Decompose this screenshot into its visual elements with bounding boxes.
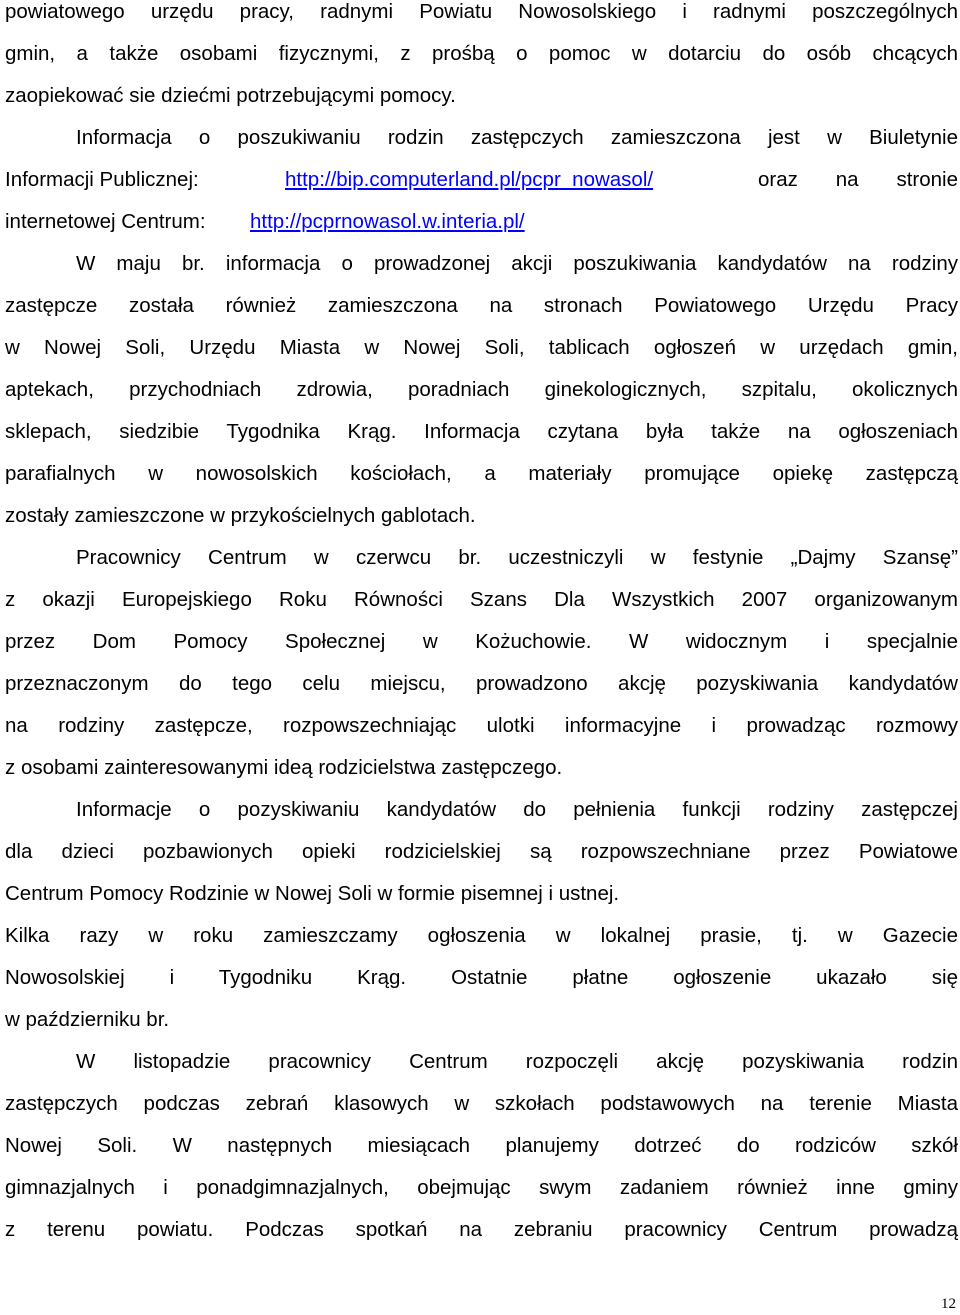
text-line: w październiku br. — [5, 1008, 170, 1031]
text-line: aptekach, przychodniach zdrowia, poradniach ginekologicznych, szpitalu, okolicznych — [5, 378, 958, 401]
text-line: oraz na stronie — [758, 168, 958, 191]
text-line: Pracownicy Centrum w czerwcu br. uczestniczyli w festynie „Dajmy Szansę” — [76, 546, 958, 569]
text-line: sklepach, siedzibie Tygodnika Krąg. Informacja czytana była także na ogłoszeniach — [5, 420, 958, 443]
text-line: gmin, a także osobami fizycznymi, z prośbą o pomoc w dotarciu do osób chcących — [5, 42, 958, 65]
text-line: zaopiekować sie dziećmi potrzebującymi pomocy. — [5, 84, 456, 107]
text-line: powiatowego urzędu pracy, radnymi Powiatu Nowosolskiego i radnymi poszczególnych — [5, 0, 958, 23]
text-line: W listopadzie pracownicy Centrum rozpoczęli akcję pozyskiwania rodzin — [76, 1050, 958, 1073]
text-line: w Nowej Soli, Urzędu Miasta w Nowej Soli, tablicach ogłoszeń w urzędach gmin, — [5, 336, 958, 359]
text-line: Kilka razy w roku zamieszczamy ogłoszenia w lokalnej prasie, tj. w Gazecie — [5, 924, 958, 947]
text-line: Informacji Publicznej: — [5, 168, 199, 191]
text-line: zostały zamieszczone w przykościelnych gablotach. — [5, 504, 476, 527]
text-line: Nowej Soli. W następnych miesiącach planujemy dotrzeć do rodziców szkół — [5, 1134, 958, 1157]
text-line: Informacja o poszukiwaniu rodzin zastępczych zamieszczona jest w Biuletynie — [76, 126, 958, 149]
text-line: z terenu powiatu. Podczas spotkań na zebraniu pracownicy Centrum prowadzą — [5, 1218, 958, 1241]
text-line: zastępcze została również zamieszczona na stronach Powiatowego Urzędu Pracy — [5, 294, 958, 317]
text-line: Centrum Pomocy Rodzinie w Nowej Soli w formie pisemnej i ustnej. — [5, 882, 620, 905]
page-number: 12 — [941, 1296, 956, 1312]
bip-link[interactable]: http://bip.computerland.pl/pcpr_nowasol/ — [285, 168, 654, 191]
text-line: Informacje o pozyskiwaniu kandydatów do pełnienia funkcji rodziny zastępczej — [76, 798, 958, 821]
centrum-website-link[interactable]: http://pcprnowasol.w.interia.pl/ — [250, 210, 525, 233]
text-line: dla dzieci pozbawionych opieki rodzicielskiej są rozpowszechniane przez Powiatowe — [5, 840, 958, 863]
text-line: W maju br. informacja o prowadzonej akcji poszukiwania kandydatów na rodziny — [76, 252, 958, 275]
text-line: na rodziny zastępcze, rozpowszechniając ulotki informacyjne i prowadząc rozmowy — [5, 714, 958, 737]
text-line: parafialnych w nowosolskich kościołach, a materiały promujące opiekę zastępczą — [5, 462, 958, 485]
text-line: Nowosolskiej i Tygodniku Krąg. Ostatnie płatne ogłoszenie ukazało się — [5, 966, 958, 989]
text-line: zastępczych podczas zebrań klasowych w szkołach podstawowych na terenie Miasta — [5, 1092, 958, 1115]
text-line: gimnazjalnych i ponadgimnazjalnych, obejmując swym zadaniem również inne gminy — [5, 1176, 958, 1199]
text-line: z osobami zainteresowanymi ideą rodzicielstwa zastępczego. — [5, 756, 563, 779]
text-line: przeznaczonym do tego celu miejscu, prowadzono akcję pozyskiwania kandydatów — [5, 672, 958, 695]
text-line: z okazji Europejskiego Roku Równości Szans Dla Wszystkich 2007 organizowanym — [5, 588, 958, 611]
text-line: przez Dom Pomocy Społecznej w Kożuchowie. W widocznym i specjalnie — [5, 630, 958, 653]
text-line: internetowej Centrum: — [5, 210, 206, 233]
